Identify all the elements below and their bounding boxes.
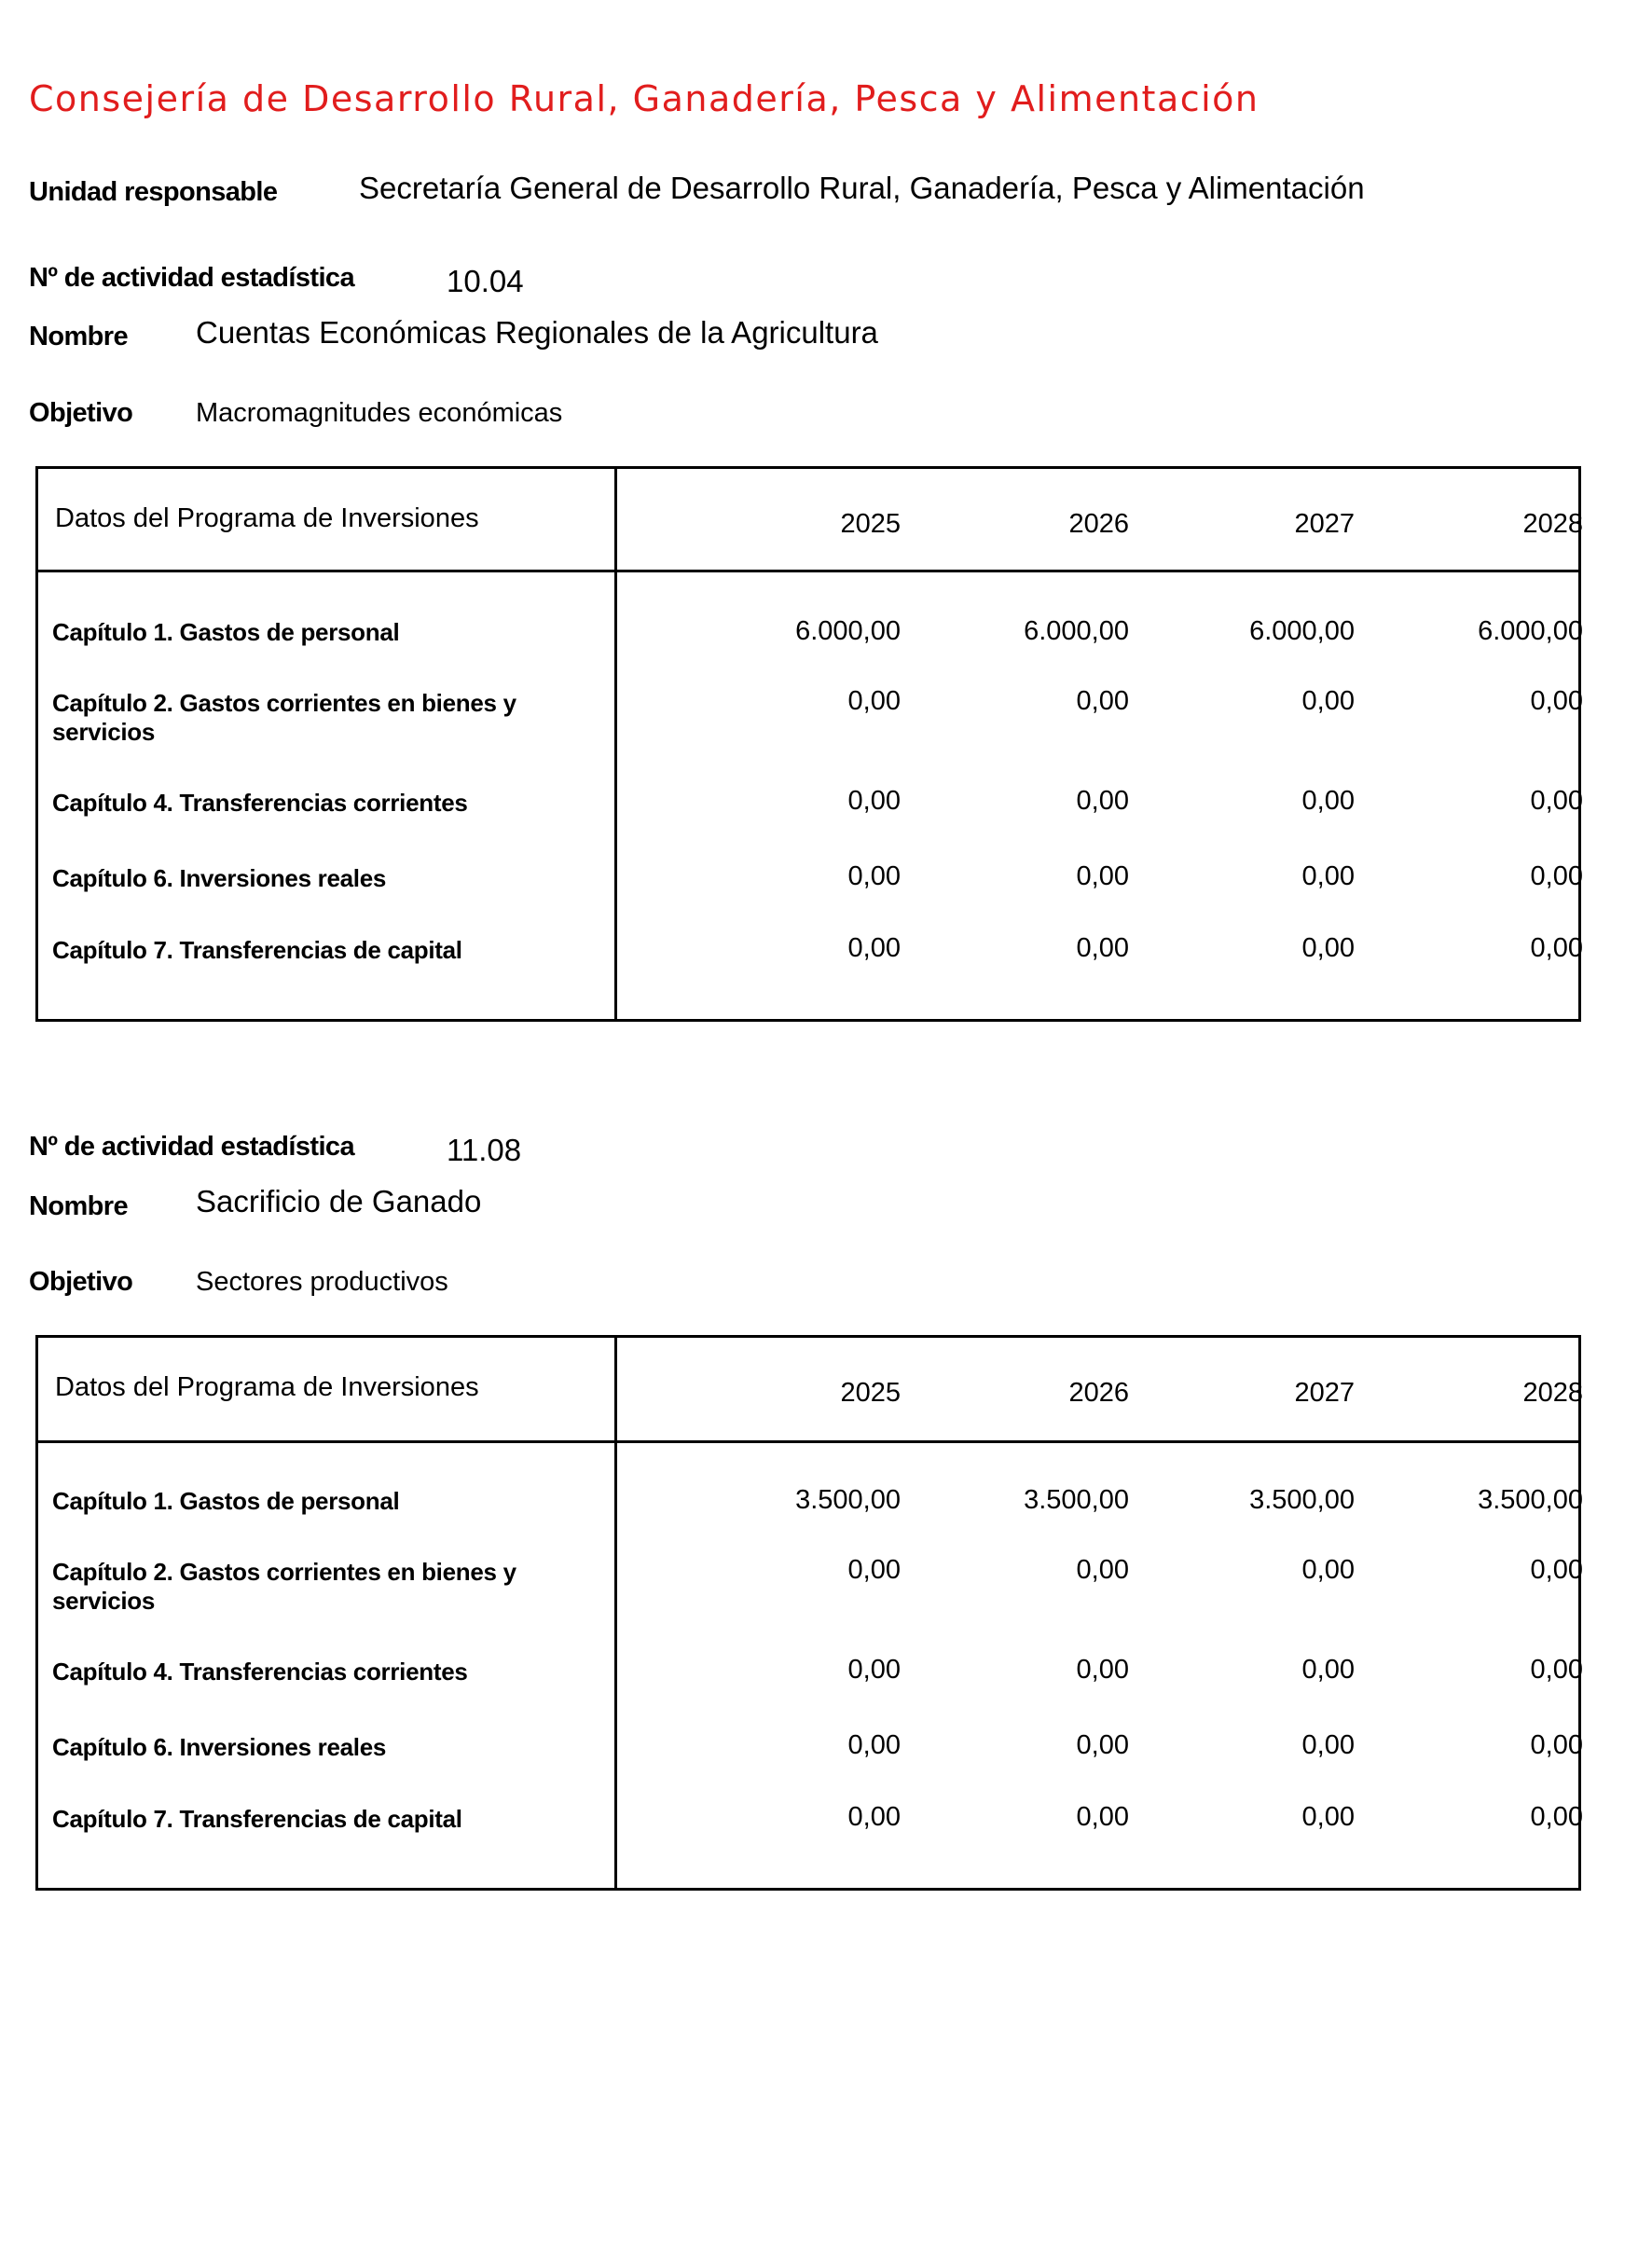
- table-cell: 0,00: [1076, 1655, 1129, 1685]
- row-label: Capítulo 1. Gastos de personal: [52, 1487, 400, 1515]
- table-cell: 0,00: [1301, 933, 1355, 963]
- table-cell: 0,00: [1530, 1802, 1583, 1832]
- table-cell: 0,00: [1530, 1730, 1583, 1760]
- table-cell: 0,00: [847, 686, 901, 716]
- table-cell: 0,00: [1301, 1730, 1355, 1760]
- table-cell: 0,00: [1076, 786, 1129, 816]
- unidad-label: Unidad responsable: [29, 177, 278, 207]
- year-header: 2027: [1294, 1378, 1355, 1408]
- table-cell: 6.000,00: [1249, 616, 1355, 646]
- table-cell: 6.000,00: [1024, 616, 1129, 646]
- table-cell: 0,00: [847, 1555, 901, 1585]
- row-label: Capítulo 7. Transferencias de capital: [52, 936, 462, 964]
- table-cell: 0,00: [1530, 933, 1583, 963]
- table-cell: 0,00: [847, 1655, 901, 1685]
- table-cell: 0,00: [1530, 686, 1583, 716]
- unidad-value: Secretaría General de Desarrollo Rural, Ganadería, Pesca y Alimentación: [359, 171, 1365, 205]
- table-cell: 0,00: [1530, 786, 1583, 816]
- table-cell: 0,00: [1301, 686, 1355, 716]
- table-cell: 0,00: [847, 861, 901, 891]
- actividad-label: Nº de actividad estadística: [29, 263, 354, 293]
- row-label: Capítulo 4. Transferencias corrientes: [52, 1658, 468, 1686]
- nombre-value: Cuentas Económicas Regionales de la Agricultura: [196, 315, 878, 350]
- table-cell: 0,00: [847, 786, 901, 816]
- nombre-value: Sacrificio de Ganado: [196, 1184, 482, 1218]
- actividad-label: Nº de actividad estadística: [29, 1132, 354, 1162]
- table-cell: 6.000,00: [795, 616, 901, 646]
- year-header: 2025: [840, 1378, 901, 1408]
- table-cell: 0,00: [1301, 1555, 1355, 1585]
- table-cell: 0,00: [1301, 1802, 1355, 1832]
- table-cell: 3.500,00: [795, 1485, 901, 1515]
- objetivo-value: Macromagnitudes económicas: [196, 398, 563, 428]
- table-title: Datos del Programa de Inversiones: [55, 503, 479, 533]
- table-cell: 3.500,00: [1024, 1485, 1129, 1515]
- table-cell: 0,00: [1301, 786, 1355, 816]
- nombre-label: Nombre: [29, 322, 128, 351]
- objetivo-label: Objetivo: [29, 1267, 133, 1297]
- year-header: 2026: [1068, 1378, 1129, 1408]
- consejeria-title: Consejería de Desarrollo Rural, Ganadería, Pesca y Alimentación: [29, 78, 1260, 119]
- table-cell: 0,00: [1076, 686, 1129, 716]
- actividad-numero: 11.08: [447, 1133, 522, 1167]
- actividad-numero: 10.04: [447, 264, 524, 298]
- row-label: Capítulo 6. Inversiones reales: [52, 864, 387, 892]
- table-cell: 6.000,00: [1478, 616, 1583, 646]
- year-header: 2028: [1522, 1378, 1583, 1408]
- table-cell: 0,00: [1076, 1730, 1129, 1760]
- row-label: Capítulo 4. Transferencias corrientes: [52, 789, 468, 817]
- table-title: Datos del Programa de Inversiones: [55, 1372, 479, 1402]
- investment-table: [35, 1335, 1581, 1891]
- table-cell: 0,00: [1301, 861, 1355, 891]
- table-cell: 0,00: [1301, 1655, 1355, 1685]
- row-label: Capítulo 6. Inversiones reales: [52, 1733, 387, 1761]
- table-cell: 0,00: [1076, 933, 1129, 963]
- table-cell: 0,00: [1076, 861, 1129, 891]
- table-cell: 0,00: [1530, 1555, 1583, 1585]
- year-header: 2026: [1068, 509, 1129, 539]
- table-cell: 0,00: [1530, 861, 1583, 891]
- table-cell: 0,00: [1076, 1802, 1129, 1832]
- nombre-label: Nombre: [29, 1191, 128, 1221]
- objetivo-value: Sectores productivos: [196, 1267, 448, 1297]
- year-header: 2025: [840, 509, 901, 539]
- table-cell: 0,00: [847, 1802, 901, 1832]
- objetivo-label: Objetivo: [29, 398, 133, 428]
- table-cell: 3.500,00: [1478, 1485, 1583, 1515]
- row-label: Capítulo 1. Gastos de personal: [52, 618, 400, 646]
- investment-table: [35, 466, 1581, 1022]
- table-cell: 3.500,00: [1249, 1485, 1355, 1515]
- table-cell: 0,00: [847, 1730, 901, 1760]
- row-label: Capítulo 2. Gastos corrientes en bienes y servicios: [52, 689, 516, 746]
- year-header: 2028: [1522, 509, 1583, 539]
- row-label: Capítulo 7. Transferencias de capital: [52, 1805, 462, 1833]
- table-cell: 0,00: [1530, 1655, 1583, 1685]
- row-label: Capítulo 2. Gastos corrientes en bienes y servicios: [52, 1558, 516, 1615]
- table-cell: 0,00: [1076, 1555, 1129, 1585]
- table-cell: 0,00: [847, 933, 901, 963]
- year-header: 2027: [1294, 509, 1355, 539]
